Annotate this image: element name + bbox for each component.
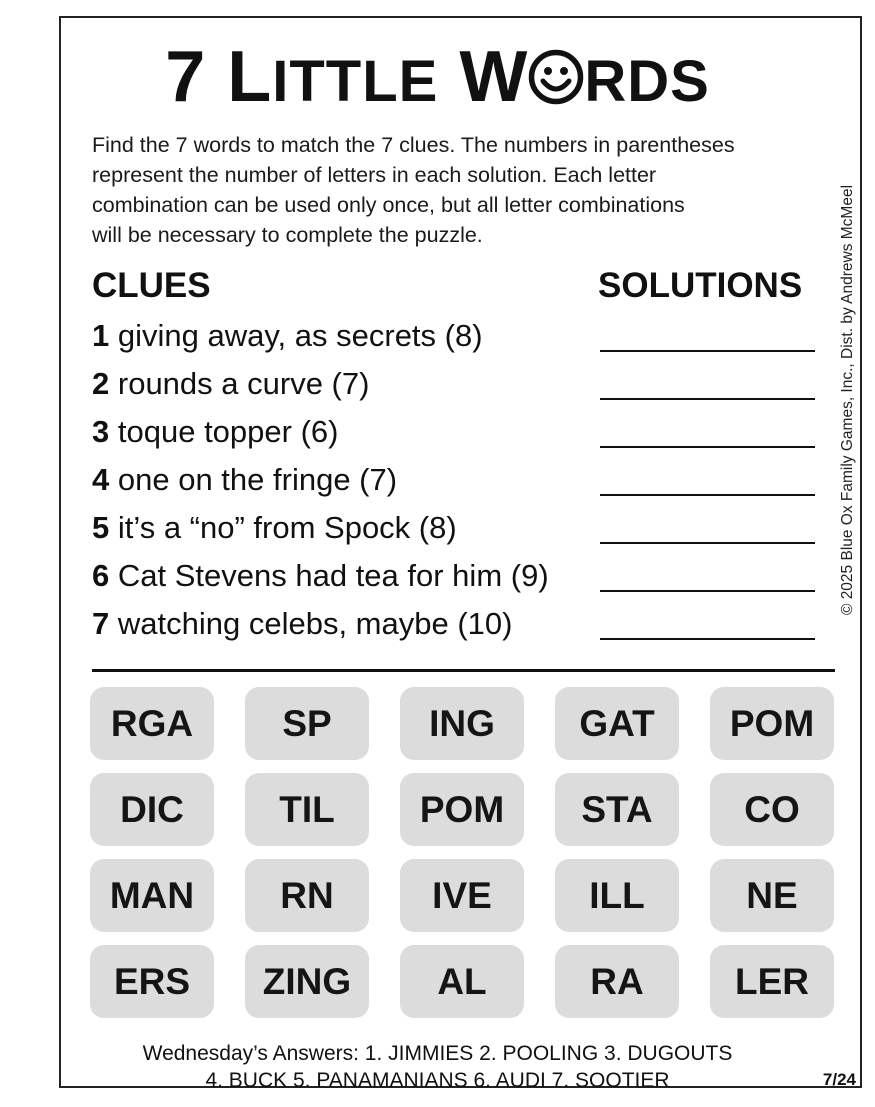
copyright-credit: © 2025 Blue Ox Family Games, Inc., Dist. by Andrews McMeel	[839, 184, 856, 616]
solution-blank-1[interactable]	[600, 350, 815, 352]
clue-text: giving away, as secrets (8)	[117, 318, 483, 353]
solution-blank-6[interactable]	[600, 590, 815, 592]
letter-tile[interactable]: DIC	[90, 773, 214, 846]
clue-number: 2	[92, 366, 110, 401]
clue-text: toque topper (6)	[117, 414, 339, 449]
letter-tile[interactable]: POM	[710, 687, 834, 760]
title-little	[227, 37, 438, 117]
clue-number: 7	[92, 606, 110, 641]
letter-tile[interactable]: RGA	[90, 687, 214, 760]
clue-6	[92, 556, 549, 596]
letter-tile[interactable]: LER	[710, 945, 834, 1018]
clue-text: watching celebs, maybe (10)	[117, 606, 513, 641]
clue-text: it’s a “no” from Spock (8)	[117, 510, 457, 545]
section-divider	[92, 669, 835, 672]
clue-5	[92, 508, 457, 548]
previous-answers-line: 4. BUCK 5. PANAMANIANS 6. AUDI 7. SOOTIER	[205, 1069, 670, 1092]
clue-1	[92, 316, 483, 356]
solution-blank-5[interactable]	[600, 542, 815, 544]
letter-tile[interactable]: ZING	[245, 945, 369, 1018]
previous-answers	[0, 1040, 875, 1094]
clue-text: Cat Stevens had tea for him (9)	[117, 558, 549, 593]
clue-3	[92, 412, 338, 452]
clue-number: 4	[92, 462, 110, 497]
letter-tile[interactable]: TIL	[245, 773, 369, 846]
clue-text: one on the fringe (7)	[117, 462, 398, 497]
clue-2	[92, 364, 369, 404]
solution-blank-4[interactable]	[600, 494, 815, 496]
clue-number: 3	[92, 414, 110, 449]
clue-number: 5	[92, 510, 110, 545]
letter-tile[interactable]: STA	[555, 773, 679, 846]
letter-tile[interactable]: NE	[710, 859, 834, 932]
solution-blank-3[interactable]	[600, 446, 815, 448]
letter-tile[interactable]: GAT	[555, 687, 679, 760]
instructions-line: represent the number of letters in each solution. Each letter	[92, 163, 657, 187]
letter-tile[interactable]: CO	[710, 773, 834, 846]
smiley-face-icon	[528, 49, 584, 105]
instructions-line: combination can be used only once, but all letter combinations	[92, 193, 685, 217]
title-words-initial: W	[459, 37, 529, 117]
title-seven: 7	[165, 37, 207, 117]
letter-tile[interactable]: SP	[245, 687, 369, 760]
letter-tile[interactable]: RN	[245, 859, 369, 932]
title-words-rest: RDS	[584, 49, 710, 114]
clue-7	[92, 604, 512, 644]
solution-blank-7[interactable]	[600, 638, 815, 640]
clue-text: rounds a curve (7)	[117, 366, 370, 401]
instructions	[92, 130, 842, 250]
solution-blank-2[interactable]	[600, 398, 815, 400]
instructions-line: Find the 7 words to match the 7 clues. The numbers in parentheses	[92, 133, 735, 157]
title-little-rest: ITTLE	[272, 49, 439, 114]
solutions-heading: SOLUTIONS	[598, 266, 803, 305]
letter-tile[interactable]: POM	[400, 773, 524, 846]
puzzle-date: 7/24	[822, 1070, 856, 1089]
clue-number: 1	[92, 318, 110, 353]
clues-heading: CLUES	[92, 266, 211, 305]
title-words	[459, 37, 709, 117]
letter-tile[interactable]: AL	[400, 945, 524, 1018]
letter-tile[interactable]: RA	[555, 945, 679, 1018]
puzzle-title	[0, 34, 875, 125]
letter-tile[interactable]: ERS	[90, 945, 214, 1018]
letter-tile[interactable]: IVE	[400, 859, 524, 932]
letter-tile[interactable]: MAN	[90, 859, 214, 932]
clue-4	[92, 460, 397, 500]
instructions-line: will be necessary to complete the puzzle.	[92, 223, 483, 247]
letter-tile[interactable]: ING	[400, 687, 524, 760]
letter-tile[interactable]: ILL	[555, 859, 679, 932]
clue-number: 6	[92, 558, 110, 593]
previous-answers-line: Wednesday’s Answers: 1. JIMMIES 2. POOLING 3. DUGOUTS	[142, 1042, 733, 1065]
title-little-initial: L	[227, 37, 273, 117]
